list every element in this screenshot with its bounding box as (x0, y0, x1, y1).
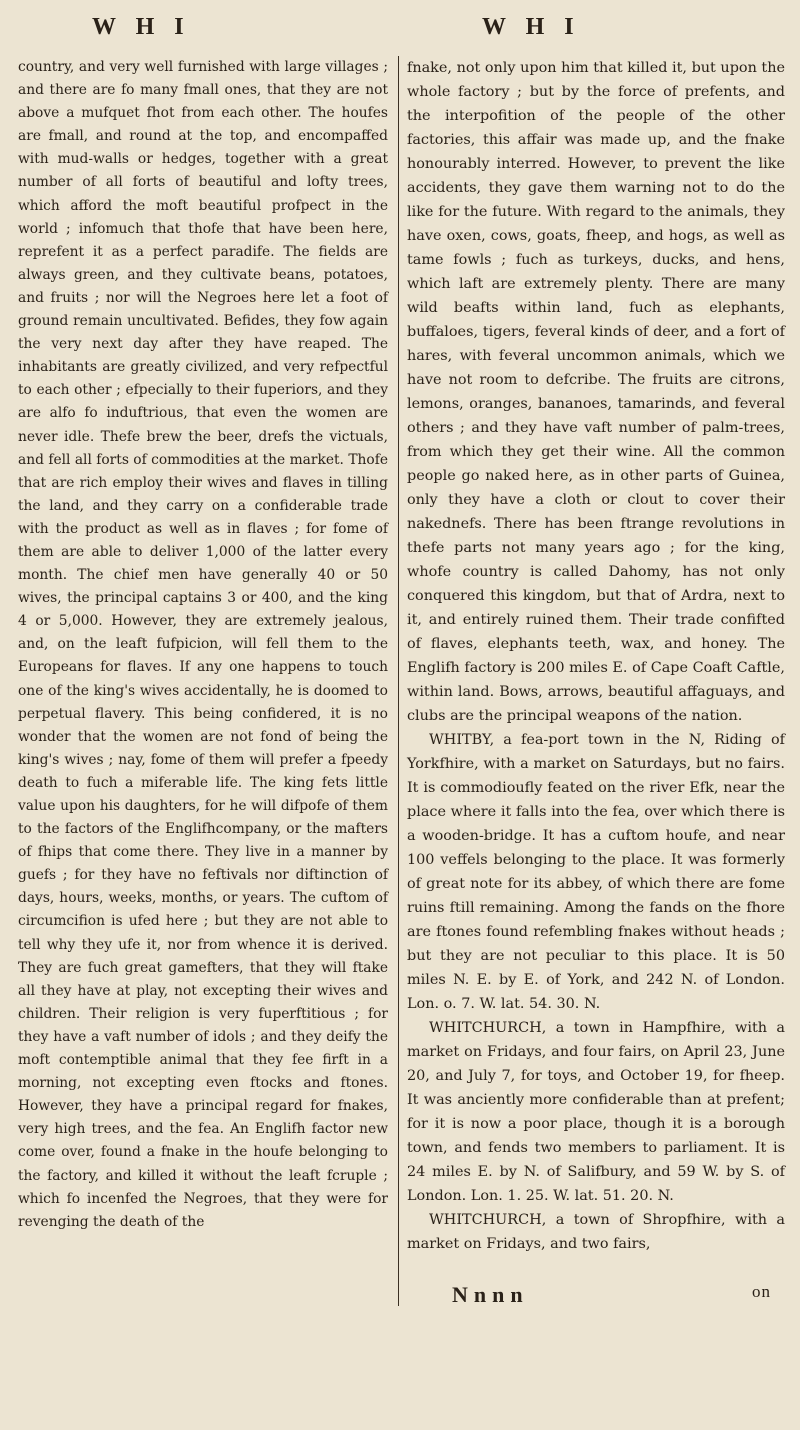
running-header (0, 14, 800, 54)
right-paragraph-whitchurch-shropshire: WHITCHURCH, a town of Shropfhire, with a market on Fridays, and two fairs, (407, 1212, 785, 1252)
right-paragraph-whitchurch-hampshire: WHITCHURCH, a town in Hampfhire, with a market on Fridays, and four fairs, on April 23, June 20, and July 7, for toys, and October 19, for fheep. It was anciently more confiderable than at prefent; for it is now a poor place, though it is a borough town, and fends two members to parliament. It is 24 miles E. by N. of Salifbury, and 59 W. by S. of London. Lon. 1. 25. W. lat. 51. 20. N. (407, 1020, 785, 1204)
column-divider (398, 56, 399, 1306)
left-paragraph: country, and very well furnished with large villages ; and there are fo many fmall ones, that they are not above a mufquet fhot from each other. The houfes are fmall, and round at the top, and encompaffed with mud-walls or hedges, together with a great number of all forts of beautiful and lofty trees, which afford the moft beautiful profpect in the world ; infomuch that thofe that have been here, reprefent it as a perfect paradife. The fields are always green, and they cultivate beans, potatoes, and fruits ; nor will the Negroes here let a foot of ground remain uncultivated. Befides, they fow again the very next day after they have reaped. The inhabitants are greatly civilized, and very refpectful to each other ; efpecially to their fuperiors, and they are alfo fo induftrious, that even the women are never idle. Thefe brew the beer, drefs the victuals, and fell all forts of commodities at the market. Thofe that are rich employ their wives and flaves in tilling the land, and they carry on a confiderable trade with the product as well as in flaves ; for fome of them are able to deliver 1,000 of the latter every month. The chief men have generally 40 or 50 wives, the principal captains 3 or 400, and the king 4 or 5,000. However, they are extremely jealous, and, on the leaft fufpicion, will fell them to the Europeans for flaves. If any one happens to touch one of the king's wives accidentally, he is doomed to perpetual flavery. This being confidered, it is no wonder that the women are not fond of being the king's wives ; nay, fome of them will prefer a fpeedy death to fuch a miferable life. The king fets little value upon his daughters, for he will difpofe of them to the factors of the Englifhcompany, or the mafters of fhips that come there. They live in a manner by guefs ; for they have no feftivals nor diftinction of days, hours, weeks, months, or years. The cuftom of circumcifion is ufed here ; but they are not able to tell why they ufe it, nor from whence it is derived. They are fuch great gamefters, that they will ftake all they have at play, not excepting their wives and children. Their religion is very fuperftitious ; for they have a vaft number of idols ; and they deify the moft contemptible animal that they fee firft in a morning, not excepting even ftocks and ftones. However, they have a principal regard for fnakes, very high trees, and the fea. An Englifh factor new come over, found a fnake in the houfe belonging to the factory, and killed it without the leaft fcruple ; which fo incenfed the Negroes, that they were for revenging the death of the (18, 59, 388, 1230)
catchword: on (752, 1282, 771, 1301)
signature-mark: Nnnn (452, 1282, 529, 1307)
right-column (407, 56, 785, 1256)
left-column (18, 56, 388, 1234)
running-head-left: W H I (92, 14, 191, 40)
running-head-right: W H I (482, 14, 581, 40)
right-paragraph-1: fnake, not only upon him that killed it, but upon the whole factory ; but by the force of prefents, and the interpofition of the people of the other factories, this affair was made up, and the fnake honourably interred. However, to prevent the like accidents, they gave them warning not to do the like for the future. With regard to the animals, they have oxen, cows, goats, fheep, and hogs, as well as tame fowls ; fuch as turkeys, ducks, and hens, which laft are extremely plenty. There are many wild beafts within land, fuch as elephants, buffaloes, tigers, feveral kinds of deer, and a fort of hares, with feveral uncommon animals, which we have not room to defcribe. The fruits are citrons, lemons, oranges, bananoes, tamarinds, and feveral others ; and they have vaft number of palm-trees, from which they get their wine. All the common people go naked here, as in other parts of Guinea, only they have a cloth or clout to cover their nakednefs. There has been ftrange revolutions in thefe parts not many years ago ; for the king, whofe country is called Dahomy, has not only conquered this kingdom, but that of Ardra, next to it, and entirely ruined them. Their trade confifted of flaves, elephants teeth, wax, and honey. The Englifh factory is 200 miles E. of Cape Coaft Caftle, within land. Bows, arrows, beautiful affaguays, and clubs are the principal weapons of the nation. (407, 60, 785, 724)
right-paragraph-whitby: WHITBY, a fea-port town in the N, Riding of Yorkfhire, with a market on Saturdays, but no fairs. It is commodioufly feated on the river Efk, near the place where it falls into the fea, over which there is a wooden-bridge. It has a cuftom houfe, and near 100 veffels belonging to the place. It was formerly of great note for its abbey, of which there are fome ruins ftill remaining. Among the fands on the fhore are ftones found refembling fnakes without heads ; but they are not peculiar to this place. It is 50 miles N. E. by E. of York, and 242 N. of London. Lon. o. 7. W. lat. 54. 30. N. (407, 732, 785, 1012)
